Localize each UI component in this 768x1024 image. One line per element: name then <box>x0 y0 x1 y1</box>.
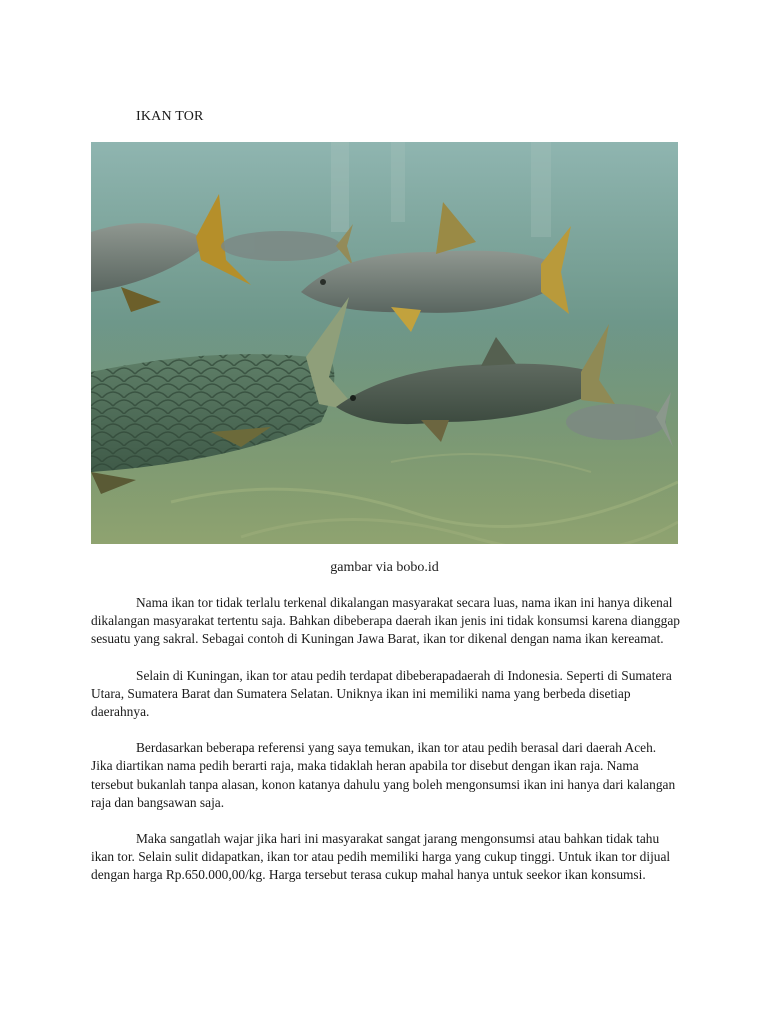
paragraph: Selain di Kuningan, ikan tor atau pedih terdapat dibeberapadaerah di Indonesia. Seperti di Sumatera Utara, Sumatera Barat dan Sumatera Selatan. Uniknya ikan ini memiliki nama yang berbeda disetiap daerahnya. <box>91 667 672 720</box>
paragraph: Nama ikan tor tidak terlalu terkenal dikalangan masyarakat secara luas, nama ikan ini hanya dikenal dikalangan masyarakat tertentu saja. Bahkan dibeberapa daerah ikan jenis ini tidak konsumsi karena dianggap sesuatu yang sakral. Sebagai contoh di Kuningan Jawa Barat, ikan tor dikenal dengan nama ikan kereamat. <box>91 595 680 647</box>
article-body <box>91 594 681 903</box>
paragraph: Maka sangatlah wajar jika hari ini masyarakat sangat jarang mengonsumsi atau bahkan tidak tahu ikan tor. Selain sulit didapatkan, ikan tor atau pedih memiliki harga yang cukup tinggi. Untuk ikan tor dijual dengan harga Rp.650.000,00/kg. Harga tersebut terasa cukup mahal hanya untuk seekor ikan konsumsi. <box>91 831 671 883</box>
figure-caption: gambar via bobo.id <box>330 560 439 575</box>
paragraph: Berdasarkan beberapa referensi yang saya temukan, ikan tor atau pedih berasal dari daerah Aceh. Jika diartikan nama pedih berarti raja, maka tidaklah heran apabila tor disebut dengan ikan raja. Nama tersebut bukanlah tanpa alasan, konon katanya dahulu yang boleh mengonsumsi ikan ini hanya dari kalangan raja dan bangsawan saja. <box>91 740 676 810</box>
fish-photo <box>91 142 678 544</box>
underwater-scene <box>91 142 678 544</box>
document-title: IKAN TOR <box>136 109 204 124</box>
